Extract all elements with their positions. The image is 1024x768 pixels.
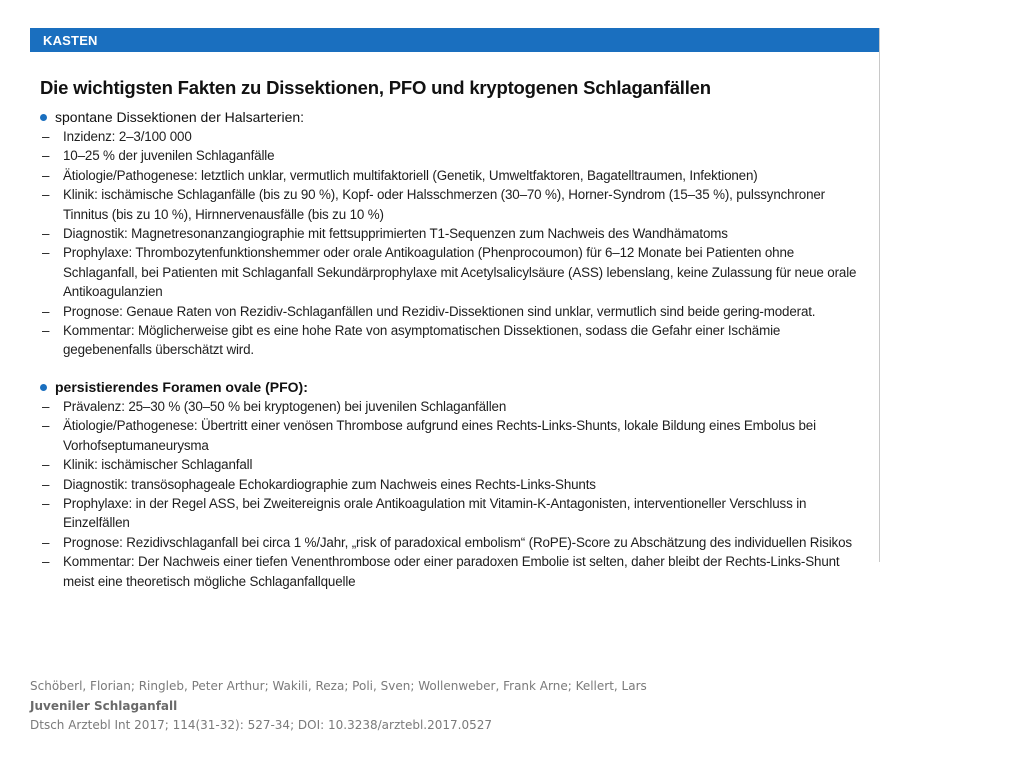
bullet-icon: [40, 114, 47, 121]
list-item: – 10–25 % der juvenilen Schlaganfälle: [40, 146, 879, 165]
dash-icon: –: [42, 495, 50, 511]
section-dissektionen: [40, 108, 879, 360]
section-list: [40, 127, 879, 360]
list-item: – Kommentar: Der Nachweis einer tiefen Venenthrombose oder einer paradoxen Embolie ist selten, daher bleibt der Rechts-Links-Shunt meist eine theoretisch mögliche Schlaganfallquelle: [40, 552, 879, 591]
list-item: – Ätiologie/Pathogenese: letztlich unklar, vermutlich multifaktoriell (Genetik, Umweltfaktoren, Bagatelltraumen, Infektionen): [40, 166, 879, 185]
list-item: – Prävalenz: 25–30 % (30–50 % bei kryptogenen) bei juvenilen Schlaganfällen: [40, 397, 879, 416]
dash-icon: –: [42, 226, 50, 242]
list-item: – Klinik: ischämische Schlaganfälle (bis zu 90 %), Kopf- oder Halsschmerzen (30–70 %), Horner-Syndrom (15–35 %), pulssynchroner Tinnitus (bis zu 10 %), Hirnnervenausfälle (bis zu 10 %): [40, 185, 879, 224]
section-pfo: [40, 378, 879, 591]
dash-icon: –: [42, 534, 50, 550]
list-item: – Prophylaxe: in der Regel ASS, bei Zweitereignis orale Antikoagulation mit Vitamin-K-Antagonisten, interventioneller Verschluss in Einzelfällen: [40, 494, 879, 533]
bullet-icon: [40, 384, 47, 391]
citation-title: Juveniler Schlaganfall: [30, 698, 178, 713]
list-item: – Prognose: Rezidivschlaganfall bei circa 1 %/Jahr, „risk of paradoxical embolism“ (RoPE)-Score zu Abschätzung des individuellen Risikos: [40, 533, 879, 552]
dash-icon: –: [42, 398, 50, 414]
dash-icon: –: [42, 187, 50, 203]
dash-icon: –: [42, 418, 50, 434]
citation-source: Dtsch Arztebl Int 2017; 114(31-32): 527-34; DOI: 10.3238/arztebl.2017.0527: [30, 718, 493, 732]
section-heading-text: spontane Dissektionen der Halsarterien:: [55, 109, 305, 125]
list-item: – Ätiologie/Pathogenese: Übertritt einer venösen Thrombose aufgrund eines Rechts-Links-Shunts, lokale Bildung eines Embolus bei Vorhofseptumaneurysma: [40, 416, 879, 455]
dash-icon: –: [42, 323, 50, 339]
section-heading: [40, 108, 879, 127]
section-heading: [40, 378, 879, 397]
list-item: – Klinik: ischämischer Schlaganfall: [40, 455, 879, 474]
dash-icon: –: [42, 476, 50, 492]
dash-icon: –: [42, 167, 50, 183]
citation-authors: Schöberl, Florian; Ringleb, Peter Arthur; Wakili, Reza; Poli, Sven; Wollenweber, Frank Arne; Kellert, Lars: [30, 679, 647, 693]
list-item: – Inzidenz: 2–3/100 000: [40, 127, 879, 146]
dash-icon: –: [42, 129, 50, 144]
dash-icon: –: [42, 303, 50, 319]
citation: [30, 677, 647, 736]
dash-icon: –: [42, 457, 50, 473]
list-item: – Prophylaxe: Thrombozytenfunktionshemmer oder orale Antikoagulation (Phenprocoumon) für 6–12 Monate bei Patienten ohne Schlaganfall, bei Patienten mit Schlaganfall Sekundärprophylaxe mit Acetylsalicylsäure (ASS) lebenslang, keine Zulassung für neue orale Antikoagulanzien: [40, 243, 879, 301]
list-item: – Diagnostik: Magnetresonanzangiographie mit fettsupprimierten T1-Sequenzen zum Nachweis des Wandhämatoms: [40, 224, 879, 243]
box-header: KASTEN: [30, 28, 879, 52]
section-list: [40, 397, 879, 591]
section-heading-text: persistierendes Foramen ovale (PFO):: [55, 378, 308, 395]
list-item: – Diagnostik: transösophageale Echokardiographie zum Nachweis eines Rechts-Links-Shunts: [40, 475, 879, 494]
dash-icon: –: [42, 148, 50, 164]
dash-icon: –: [42, 245, 50, 261]
info-box: [30, 28, 880, 589]
dash-icon: –: [42, 554, 50, 570]
list-item: – Prognose: Genaue Raten von Rezidiv-Schlaganfällen und Rezidiv-Dissektionen sind unklar, vermutlich sind beide gering-moderat.: [40, 302, 879, 321]
list-item: – Kommentar: Möglicherweise gibt es eine hohe Rate von asymptomatischen Dissektionen, sodass die Gefahr einer Ischämie gegebenenfalls überschätzt wird.: [40, 321, 879, 360]
box-title: Die wichtigsten Fakten zu Dissektionen, PFO und kryptogenen Schlaganfällen: [40, 77, 711, 98]
